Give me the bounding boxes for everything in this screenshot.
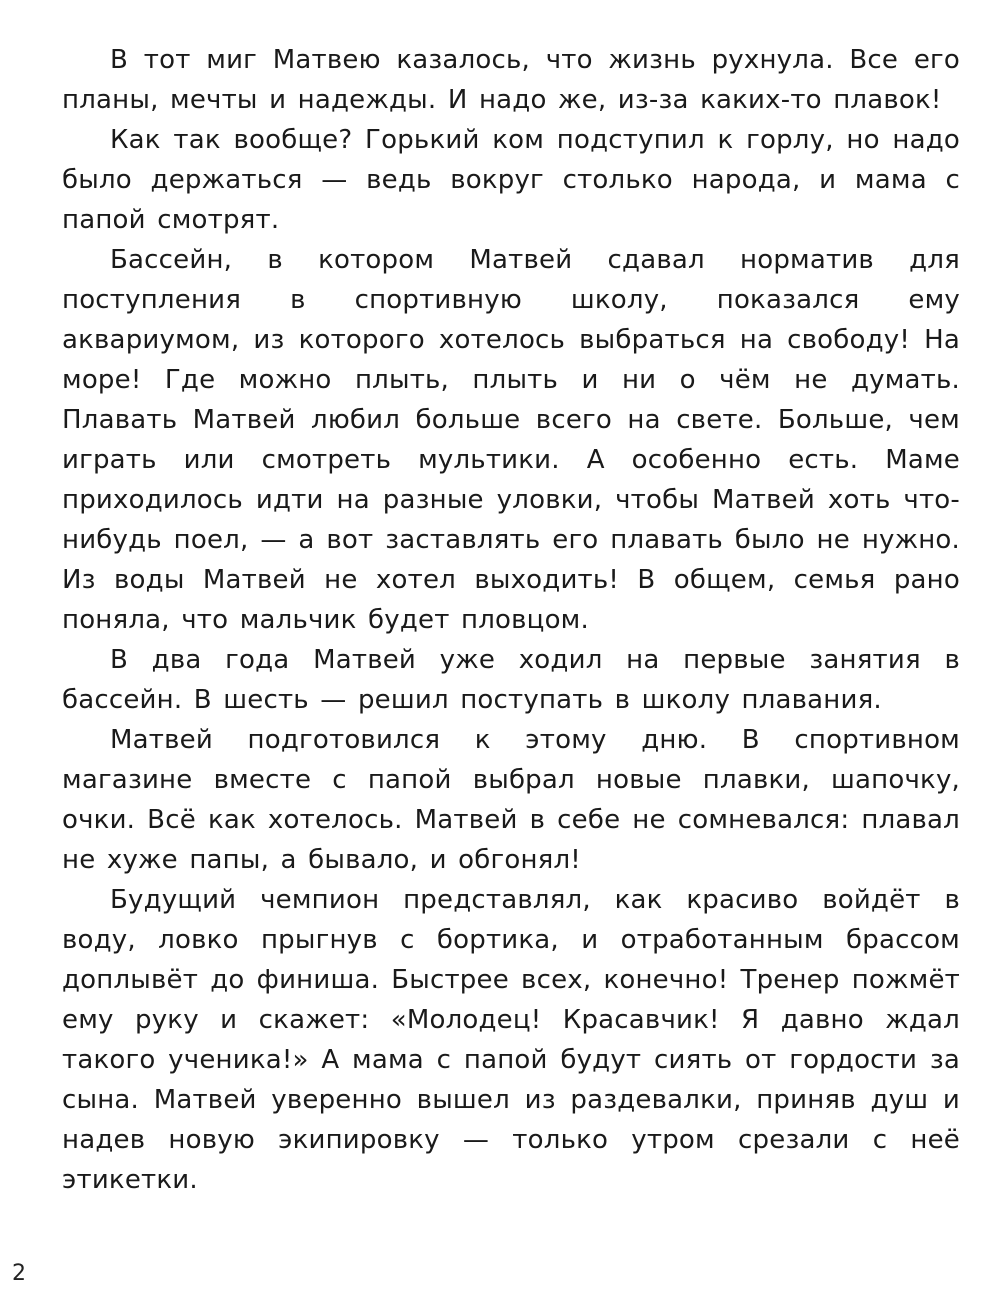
paragraph-2: Как так вообще? Горький ком подступил к горлу, но надо было держаться — ведь вокруг столько народа, и мама с папой смотрят. [62, 125, 960, 235]
page-number: 2 [12, 1261, 26, 1286]
paragraph-4: В два года Матвей уже ходил на первые занятия в бассейн. В шесть — решил поступать в школу плавания. [62, 645, 960, 715]
paragraph-3: Бассейн, в котором Матвей сдавал норматив для поступления в спортивную школу, показался ему аквариумом, из которого хотелось выбраться на свободу! На море! Где можно плыть, плыть и ни о чём не думать. Плавать Матвей любил больше всего на свете. Больше, чем играть или смотреть мультики. А особенно есть. Маме приходилось идти на разные уловки, чтобы Матвей хоть что-нибудь поел, — а вот заставлять его плавать было не нужно. Из воды Матвей не хотел выходить! В общем, семья рано поняла, что мальчик будет пловцом. [62, 245, 960, 635]
story-text [62, 40, 960, 1200]
paragraph-6: Будущий чемпион представлял, как красиво войдёт в воду, ловко прыгнув с бортика, и отработанным брассом доплывёт до финиша. Быстрее всех, конечно! Тренер пожмёт ему руку и скажет: «Молодец! Красавчик! Я давно ждал такого ученика!» А мама с папой будут сиять от гордости за сына. Матвей уверенно вышел из раздевалки, приняв душ и надев новую экипировку — только утром срезали с неё этикетки. [62, 885, 960, 1195]
paragraph-5: Матвей подготовился к этому дню. В спортивном магазине вместе с папой выбрал новые плавки, шапочку, очки. Всё как хотелось. Матвей в себе не сомневался: плавал не хуже папы, а бывало, и обгонял! [62, 725, 960, 875]
paragraph-1: В тот миг Матвею казалось, что жизнь рухнула. Все его планы, мечты и надежды. И надо же, из-за каких-то плавок! [62, 45, 960, 115]
